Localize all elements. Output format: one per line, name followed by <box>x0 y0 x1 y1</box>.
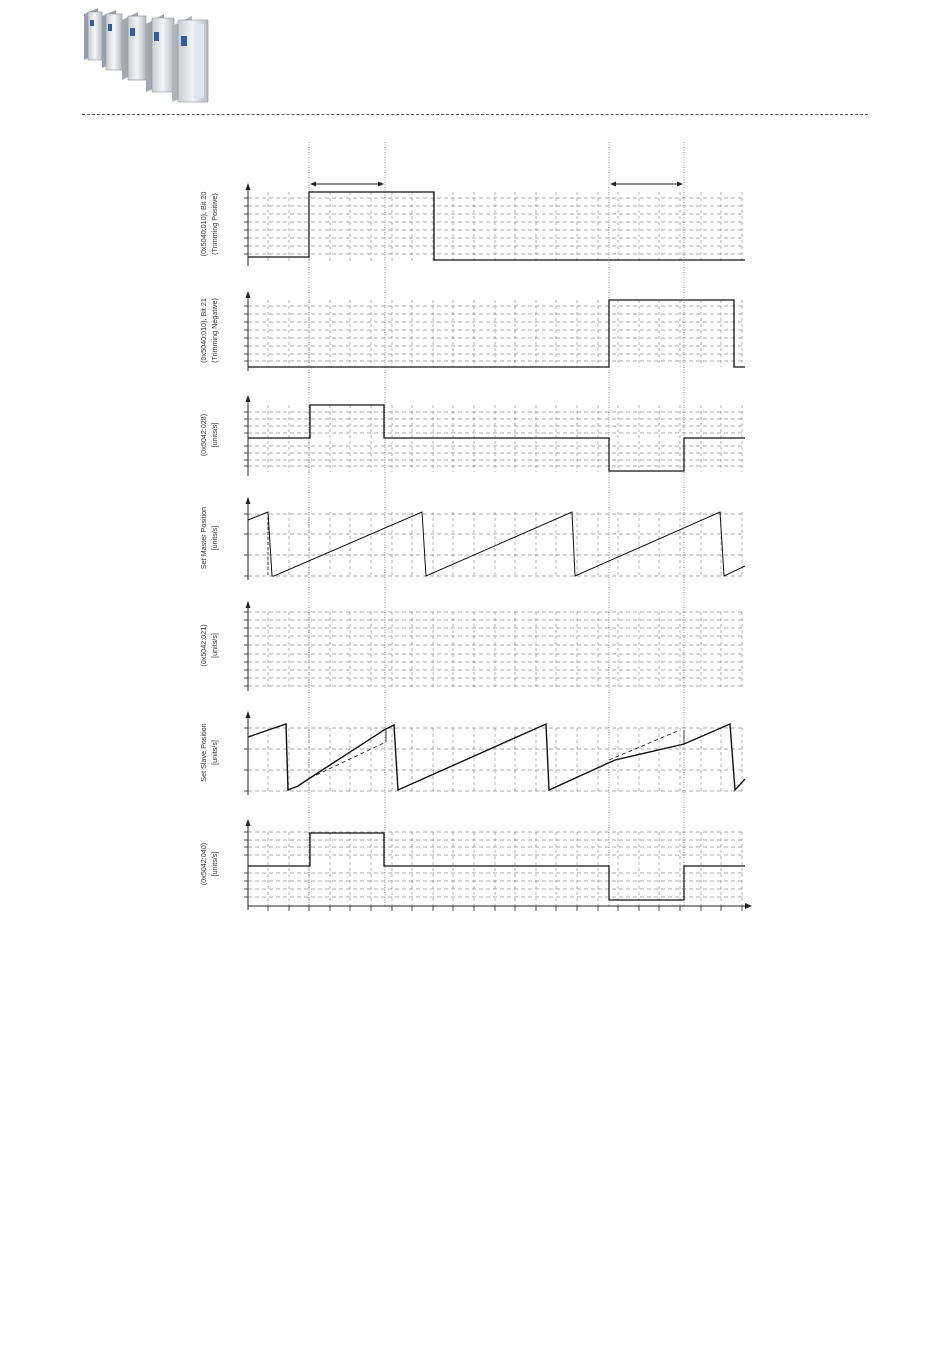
y-axis-arrow <box>246 395 251 402</box>
signal-trace <box>248 405 745 471</box>
timing-panel-2 <box>244 291 745 371</box>
channel-label-1-line2: (Trimming Positive) <box>210 193 219 255</box>
channel-label-3-line2: [units/s] <box>210 422 219 448</box>
timing-panel-4 <box>244 497 745 580</box>
signal-trace-dashed <box>609 730 680 760</box>
channel-label-3-line1: (0x5042:028) <box>199 413 208 457</box>
y-axis-arrow <box>246 291 251 298</box>
timing-panel-1 <box>244 183 745 266</box>
y-axis-arrow <box>246 819 251 826</box>
trim-duration-arrow-negative <box>610 182 683 187</box>
timing-panel-6 <box>244 711 745 795</box>
channel-label-5-line1: (0x5042:021) <box>199 624 208 667</box>
channel-label-6-line1: Set Slave Position <box>199 723 208 782</box>
channel-label-2-line2: (Trimming Negative) <box>210 298 219 363</box>
duration-arrowhead-right <box>378 182 384 187</box>
duration-arrowhead-right <box>677 182 683 187</box>
trim-duration-arrow-positive <box>310 182 384 187</box>
timing-panel-3 <box>244 395 745 476</box>
y-axis-arrow <box>246 711 251 718</box>
duration-arrowhead-left <box>310 182 316 187</box>
channel-label-4-line1: Set Master Position <box>199 506 208 570</box>
y-axis-arrow <box>246 183 251 190</box>
channel-label-5-line2: [units/s] <box>210 633 219 658</box>
timing-panel-5 <box>244 601 745 691</box>
y-axis-arrow <box>246 497 251 504</box>
x-axis-arrow <box>745 903 752 909</box>
signal-trace <box>248 512 745 576</box>
signal-trace <box>248 192 745 260</box>
channel-label-2-line1: (0x5040:010), Bit 21 <box>199 298 208 363</box>
timing-panel-7 <box>244 819 745 910</box>
channel-label-7-line2: [units/s] <box>210 851 219 877</box>
signal-trace-dashed <box>310 742 386 778</box>
duration-arrowhead-left <box>610 182 616 187</box>
channel-label-4-line2: [units/s] <box>210 525 219 551</box>
channel-label-6-line2: [units/s] <box>210 740 219 765</box>
y-axis-arrow <box>246 601 251 608</box>
signal-trace <box>248 300 745 367</box>
channel-label-1-line1: (0x5040:010), Bit 20 <box>199 191 208 257</box>
signal-trace <box>248 833 745 900</box>
channel-label-7-line1: (0x5042:040) <box>199 842 208 886</box>
